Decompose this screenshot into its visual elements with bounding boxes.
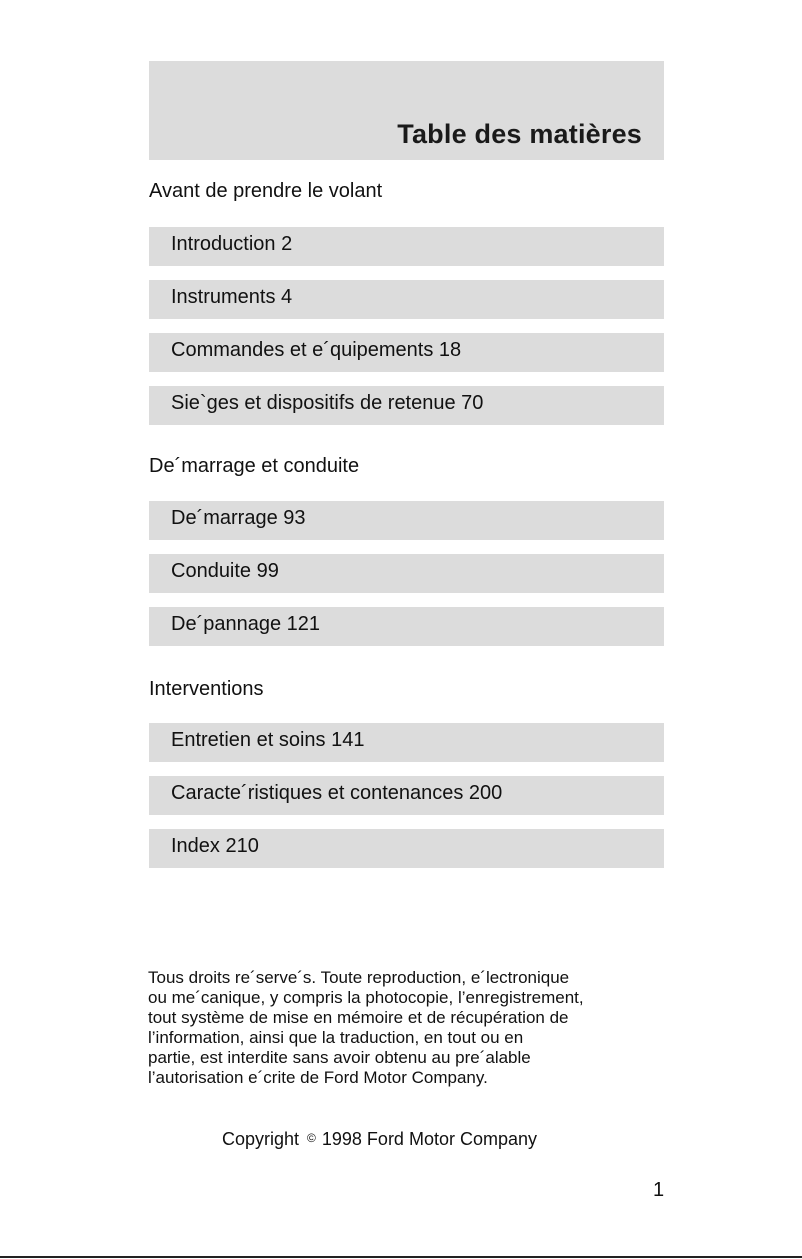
legal-notice [148,968,648,1088]
toc-entry-caracteristiques[interactable] [149,776,664,815]
toc-entry-conduite[interactable] [149,554,664,593]
toc-entry-label: Instruments 4 [171,286,293,308]
toc-entry-commandes[interactable] [149,333,664,372]
toc-entry-label: Entretien et soins 141 [171,729,365,751]
legal-line: l’information, ainsi que la traduction, en tout ou en [148,1028,524,1047]
toc-entry-instruments[interactable] [149,280,664,319]
toc-entry-sieges[interactable] [149,386,664,425]
copyright-suffix: 1998 Ford Motor Company [321,1129,537,1149]
toc-entry-demarrage[interactable] [149,501,664,540]
toc-entry-label: Introduction 2 [171,233,293,255]
copyright-prefix: Copyright [222,1129,300,1149]
legal-line: l’autorisation e´crite de Ford Motor Company. [148,1068,488,1087]
toc-entry-label: Index 210 [171,835,259,857]
legal-line: tout système de mise en mémoire et de récupération de [148,1008,569,1027]
toc-entry-label: De´marrage 93 [171,507,306,529]
toc-entry-label: Conduite 99 [171,560,279,582]
toc-entry-label: Commandes et e´quipements 18 [171,339,462,361]
bottom-divider [0,1256,802,1258]
legal-line: partie, est interdite sans avoir obtenu au pre´alable [148,1048,531,1067]
toc-entry-entretien[interactable] [149,723,664,762]
copyright-icon: © [307,1131,316,1145]
header-box [149,61,664,160]
legal-line: Tous droits re´serve´s. Toute reproduction, e´lectronique [148,968,570,987]
toc-entry-introduction[interactable] [149,227,664,266]
toc-entry-label: De´pannage 121 [171,613,321,635]
page-number: 1 [653,1179,665,1201]
toc-entry-depannage[interactable] [149,607,664,646]
toc-entry-label: Sie`ges et dispositifs de retenue 70 [171,392,484,414]
section-heading-interventions: Interventions [149,678,264,700]
toc-entry-index[interactable] [149,829,664,868]
section-heading-avant: Avant de prendre le volant [149,180,383,202]
section-heading-demarrage: De´marrage et conduite [149,455,360,477]
copyright-line [222,1129,537,1150]
toc-entry-label: Caracte´ristiques et contenances 200 [171,782,503,804]
legal-line: ou me´canique, y compris la photocopie, l’enregistrement, [148,988,584,1007]
page-title: Table des matières [397,119,642,149]
